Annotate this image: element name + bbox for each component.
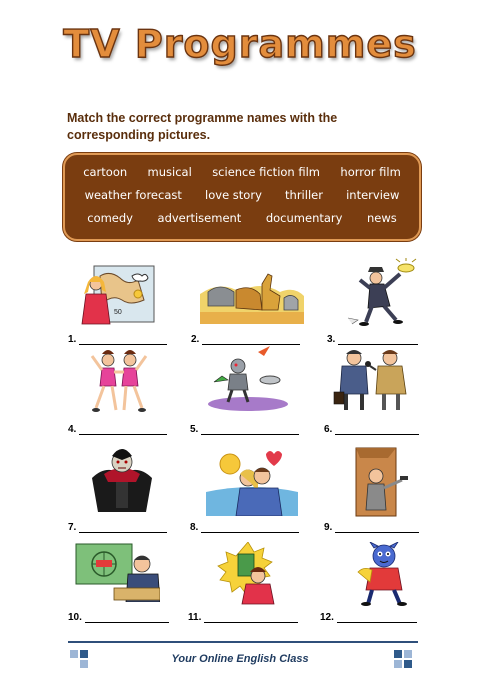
- cartoon-picture: [350, 542, 414, 608]
- footer-divider: [68, 641, 418, 643]
- word-thriller: thriller: [285, 188, 323, 202]
- answer-line-3[interactable]: 3.: [327, 334, 418, 345]
- answer-line-6[interactable]: 6.: [324, 424, 419, 435]
- news-picture: [74, 542, 160, 602]
- word-bank-row-2: [65, 188, 419, 202]
- word-horror-film: horror film: [340, 165, 401, 179]
- answer-line-11[interactable]: 11.: [188, 612, 298, 623]
- word-advertisement: advertisement: [157, 211, 242, 225]
- answer-line-5[interactable]: 5.: [190, 424, 299, 435]
- science-fiction-picture: [204, 346, 292, 412]
- word-bank: [63, 153, 421, 241]
- answer-line-7[interactable]: 7.: [68, 522, 167, 533]
- answer-line-8[interactable]: 8.: [190, 522, 299, 533]
- instruction-text: Match the correct programme names with the corresponding pictures.: [67, 111, 338, 142]
- word-love-story: love story: [205, 188, 262, 202]
- comedy-picture: [346, 258, 422, 330]
- thriller-picture: [350, 446, 414, 518]
- documentary-picture: [200, 268, 304, 324]
- answer-line-1[interactable]: 1.: [68, 334, 167, 345]
- svg-text:50: 50: [114, 309, 122, 316]
- word-musical: musical: [147, 165, 192, 179]
- answer-line-9[interactable]: 9.: [324, 522, 419, 533]
- answer-line-12[interactable]: 12.: [320, 612, 417, 623]
- word-news: news: [366, 211, 397, 225]
- word-comedy: comedy: [87, 211, 133, 225]
- word-documentary: documentary: [265, 211, 343, 225]
- advertisement-picture: [216, 542, 280, 606]
- word-interview: interview: [346, 188, 400, 202]
- word-cartoon: cartoon: [83, 165, 128, 179]
- footer-text: Your Online English Class: [171, 653, 309, 665]
- weather-forecast-picture: [80, 262, 158, 328]
- musical-picture: [88, 348, 150, 418]
- answer-line-2[interactable]: 2.: [191, 334, 300, 345]
- love-story-picture: [206, 448, 298, 516]
- answer-line-4[interactable]: 4.: [68, 424, 167, 435]
- word-bank-row-3: [65, 211, 419, 225]
- horror-picture: [90, 444, 154, 514]
- word-science-fiction-film: science fiction film: [212, 165, 321, 179]
- page-title: TV Programmes: [63, 22, 417, 66]
- word-bank-row-1: [65, 165, 419, 179]
- word-weather-forecast: weather forecast: [84, 188, 182, 202]
- interview-picture: [332, 348, 414, 412]
- answer-line-10[interactable]: 10.: [68, 612, 169, 623]
